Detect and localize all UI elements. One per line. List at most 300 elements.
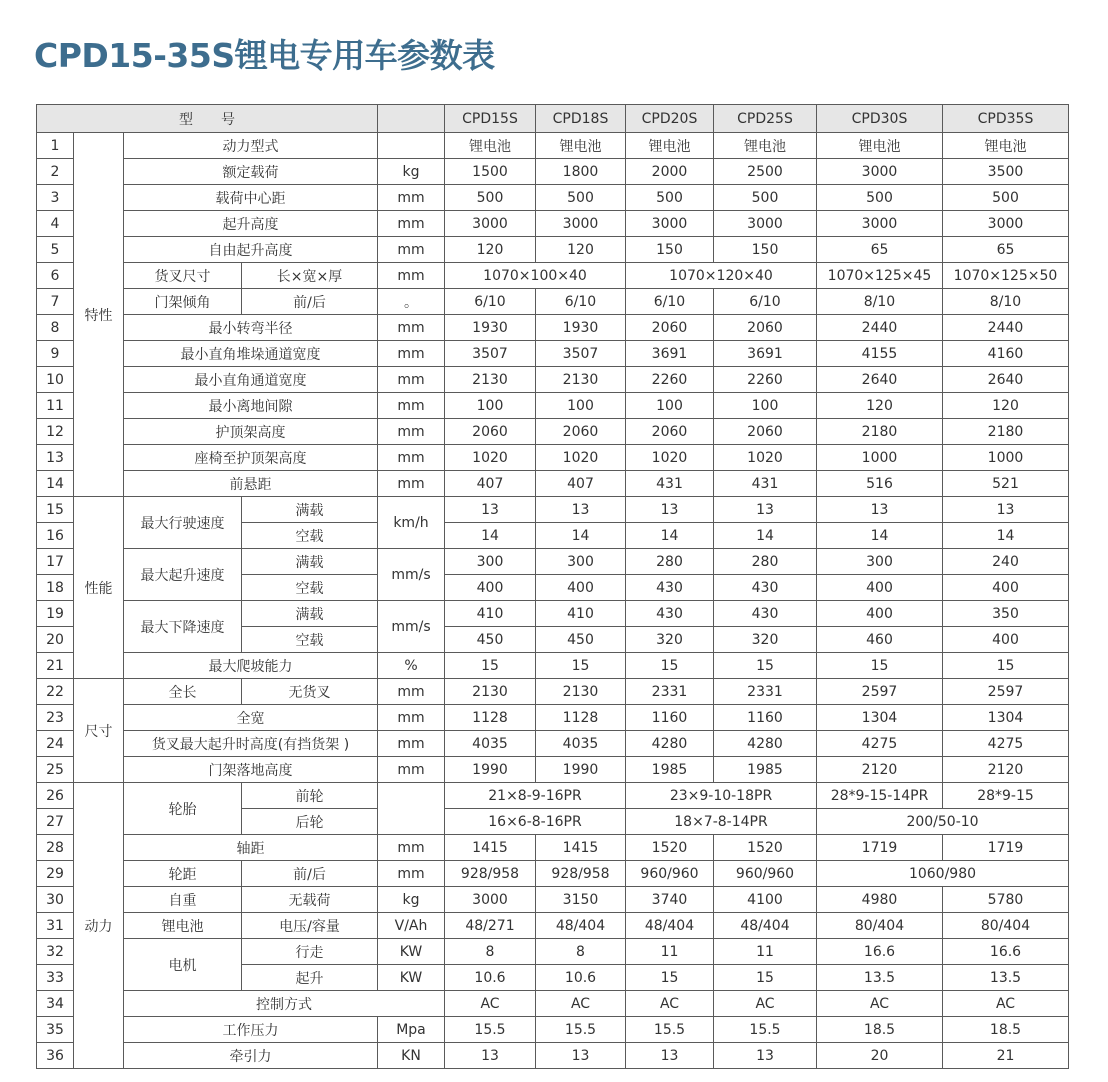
value-cell: 18.5 (943, 1017, 1069, 1043)
unit-cell: mm (378, 861, 445, 887)
table-row (37, 211, 1069, 237)
value-cell: 100 (714, 393, 817, 419)
value-cell: 928/958 (445, 861, 536, 887)
value-cell: 3150 (536, 887, 626, 913)
value-cell: 960/960 (714, 861, 817, 887)
value-cell: 13.5 (943, 965, 1069, 991)
unit-cell: mm (378, 445, 445, 471)
unit-cell: mm (378, 237, 445, 263)
value-cell: 48/271 (445, 913, 536, 939)
param-label: 门架落地高度 (124, 757, 378, 783)
param-label: 最小直角通道宽度 (124, 367, 378, 393)
unit-cell: km/h (378, 497, 445, 549)
row-number: 15 (37, 497, 74, 523)
value-cell: 13.5 (817, 965, 943, 991)
value-cell: 407 (445, 471, 536, 497)
param-sublabel: 后轮 (242, 809, 378, 835)
value-cell: 6/10 (536, 289, 626, 315)
value-cell: 3740 (626, 887, 714, 913)
value-cell: 100 (626, 393, 714, 419)
value-cell: 400 (943, 627, 1069, 653)
value-cell: 320 (714, 627, 817, 653)
model-header: CPD20S (626, 105, 714, 133)
value-cell: 1060/980 (817, 861, 1069, 887)
row-number: 14 (37, 471, 74, 497)
value-cell: AC (943, 991, 1069, 1017)
row-number: 29 (37, 861, 74, 887)
param-sublabel: 无货叉 (242, 679, 378, 705)
row-number: 36 (37, 1043, 74, 1069)
value-cell: 2120 (943, 757, 1069, 783)
value-cell: 4035 (445, 731, 536, 757)
row-number: 35 (37, 1017, 74, 1043)
value-cell: 280 (714, 549, 817, 575)
row-number: 31 (37, 913, 74, 939)
unit-cell: mm (378, 419, 445, 445)
group-label: 性能 (74, 497, 124, 679)
value-cell: 4275 (817, 731, 943, 757)
value-cell: 400 (445, 575, 536, 601)
value-cell: 15 (536, 653, 626, 679)
table-row (37, 887, 1069, 913)
value-cell: 11 (714, 939, 817, 965)
value-cell: 1160 (626, 705, 714, 731)
value-cell: 1415 (445, 835, 536, 861)
param-label: 最大起升速度 (124, 549, 242, 601)
value-cell: 4980 (817, 887, 943, 913)
table-row (37, 419, 1069, 445)
row-number: 2 (37, 159, 74, 185)
unit-cell: mm (378, 757, 445, 783)
param-label: 货叉最大起升时高度(有挡货架 ) (124, 731, 378, 757)
value-cell: 1000 (817, 445, 943, 471)
value-cell: 1304 (943, 705, 1069, 731)
table-row (37, 601, 1069, 627)
unit-cell: mm (378, 185, 445, 211)
table-row (37, 393, 1069, 419)
group-label: 动力 (74, 783, 124, 1069)
value-cell: 1000 (943, 445, 1069, 471)
table-row (37, 471, 1069, 497)
value-cell: 20 (817, 1043, 943, 1069)
value-cell: 3000 (817, 211, 943, 237)
row-number: 6 (37, 263, 74, 289)
value-cell: 15 (714, 653, 817, 679)
row-number: 28 (37, 835, 74, 861)
value-cell: 15.5 (536, 1017, 626, 1043)
value-cell: 120 (536, 237, 626, 263)
value-cell: 120 (817, 393, 943, 419)
value-cell: 15 (714, 965, 817, 991)
param-sublabel: 前/后 (242, 289, 378, 315)
value-cell: 13 (714, 497, 817, 523)
row-number: 19 (37, 601, 74, 627)
value-cell: 1070×100×40 (445, 263, 626, 289)
group-label: 尺寸 (74, 679, 124, 783)
group-label: 特性 (74, 133, 124, 497)
value-cell: 3691 (626, 341, 714, 367)
value-cell: 锂电池 (536, 133, 626, 159)
unit-cell: 。 (378, 289, 445, 315)
param-label: 全宽 (124, 705, 378, 731)
param-sublabel: 行走 (242, 939, 378, 965)
row-number: 12 (37, 419, 74, 445)
value-cell: 500 (536, 185, 626, 211)
value-cell: 431 (714, 471, 817, 497)
table-row (37, 185, 1069, 211)
param-sublabel: 长×宽×厚 (242, 263, 378, 289)
value-cell: 3000 (626, 211, 714, 237)
model-header: CPD25S (714, 105, 817, 133)
unit-cell: mm (378, 211, 445, 237)
value-cell: 15 (817, 653, 943, 679)
value-cell: 410 (536, 601, 626, 627)
param-label: 动力型式 (124, 133, 378, 159)
unit-cell: KW (378, 965, 445, 991)
param-label: 最大爬坡能力 (124, 653, 378, 679)
value-cell: AC (536, 991, 626, 1017)
value-cell: 1070×120×40 (626, 263, 817, 289)
value-cell: 65 (943, 237, 1069, 263)
value-cell: 2130 (445, 367, 536, 393)
param-label: 最小离地间隙 (124, 393, 378, 419)
value-cell: 450 (536, 627, 626, 653)
value-cell: 14 (817, 523, 943, 549)
value-cell: 120 (943, 393, 1069, 419)
unit-cell: mm (378, 471, 445, 497)
row-number: 10 (37, 367, 74, 393)
param-sublabel: 空载 (242, 627, 378, 653)
value-cell: 15 (445, 653, 536, 679)
value-cell: 14 (536, 523, 626, 549)
value-cell: 240 (943, 549, 1069, 575)
value-cell: 4155 (817, 341, 943, 367)
unit-cell: mm/s (378, 549, 445, 601)
table-row (37, 445, 1069, 471)
value-cell: 2060 (714, 419, 817, 445)
value-cell: 3000 (943, 211, 1069, 237)
unit-cell: mm (378, 731, 445, 757)
value-cell: 300 (445, 549, 536, 575)
row-number: 16 (37, 523, 74, 549)
value-cell: 430 (714, 575, 817, 601)
value-cell: 1070×125×50 (943, 263, 1069, 289)
param-label: 护顶架高度 (124, 419, 378, 445)
unit-header (378, 105, 445, 133)
value-cell: 2331 (714, 679, 817, 705)
value-cell: 1985 (714, 757, 817, 783)
unit-cell: mm (378, 679, 445, 705)
row-number: 1 (37, 133, 74, 159)
value-cell: 11 (626, 939, 714, 965)
param-label: 货叉尺寸 (124, 263, 242, 289)
value-cell: 1990 (445, 757, 536, 783)
model-header: CPD15S (445, 105, 536, 133)
value-cell: 2640 (817, 367, 943, 393)
value-cell: 80/404 (943, 913, 1069, 939)
table-row (37, 549, 1069, 575)
value-cell: 2060 (536, 419, 626, 445)
value-cell: 928/958 (536, 861, 626, 887)
value-cell: 2060 (626, 419, 714, 445)
value-cell: 23×9-10-18PR (626, 783, 817, 809)
value-cell: 5780 (943, 887, 1069, 913)
value-cell: 13 (714, 1043, 817, 1069)
value-cell: 21 (943, 1043, 1069, 1069)
value-cell: 13 (536, 497, 626, 523)
param-label: 前悬距 (124, 471, 378, 497)
value-cell: 450 (445, 627, 536, 653)
unit-cell: mm (378, 263, 445, 289)
unit-cell: mm (378, 835, 445, 861)
value-cell: 100 (445, 393, 536, 419)
table-row (37, 315, 1069, 341)
value-cell: 500 (714, 185, 817, 211)
table-row (37, 783, 1069, 809)
value-cell: 3000 (445, 211, 536, 237)
row-number: 25 (37, 757, 74, 783)
value-cell: 13 (626, 1043, 714, 1069)
value-cell: AC (817, 991, 943, 1017)
value-cell: 1990 (536, 757, 626, 783)
unit-cell: mm (378, 315, 445, 341)
unit-cell: kg (378, 887, 445, 913)
row-number: 5 (37, 237, 74, 263)
value-cell: 1930 (536, 315, 626, 341)
value-cell: 2597 (817, 679, 943, 705)
table-row (37, 237, 1069, 263)
table-row (37, 679, 1069, 705)
row-number: 18 (37, 575, 74, 601)
value-cell: 500 (943, 185, 1069, 211)
param-sublabel: 前/后 (242, 861, 378, 887)
table-row (37, 133, 1069, 159)
param-label: 门架倾角 (124, 289, 242, 315)
value-cell: 2260 (626, 367, 714, 393)
value-cell: 28*9-15-14PR (817, 783, 943, 809)
unit-cell: V/Ah (378, 913, 445, 939)
value-cell: 锂电池 (714, 133, 817, 159)
value-cell: 280 (626, 549, 714, 575)
param-label: 最小转弯半径 (124, 315, 378, 341)
value-cell: 1070×125×45 (817, 263, 943, 289)
row-number: 27 (37, 809, 74, 835)
param-label: 牵引力 (124, 1043, 378, 1069)
value-cell: 1020 (626, 445, 714, 471)
param-label: 最大行驶速度 (124, 497, 242, 549)
value-cell: 锂电池 (943, 133, 1069, 159)
value-cell: 1415 (536, 835, 626, 861)
model-header: CPD30S (817, 105, 943, 133)
value-cell: 1128 (445, 705, 536, 731)
param-sublabel: 空载 (242, 575, 378, 601)
value-cell: 400 (536, 575, 626, 601)
value-cell: 48/404 (714, 913, 817, 939)
value-cell: 14 (943, 523, 1069, 549)
param-sublabel: 满载 (242, 497, 378, 523)
value-cell: 2440 (817, 315, 943, 341)
value-cell: 10.6 (536, 965, 626, 991)
value-cell: 13 (817, 497, 943, 523)
table-row (37, 861, 1069, 887)
unit-cell: kg (378, 159, 445, 185)
value-cell: 1520 (714, 835, 817, 861)
value-cell: 16×6-8-16PR (445, 809, 626, 835)
value-cell: 516 (817, 471, 943, 497)
value-cell: 15 (626, 653, 714, 679)
table-row (37, 731, 1069, 757)
unit-cell (378, 133, 445, 159)
param-label: 自由起升高度 (124, 237, 378, 263)
value-cell: 锂电池 (626, 133, 714, 159)
unit-cell: KW (378, 939, 445, 965)
param-sublabel: 起升 (242, 965, 378, 991)
row-number: 13 (37, 445, 74, 471)
value-cell: 1500 (445, 159, 536, 185)
row-number: 9 (37, 341, 74, 367)
table-row (37, 1017, 1069, 1043)
table-row (37, 1043, 1069, 1069)
value-cell: 8 (445, 939, 536, 965)
value-cell: 8/10 (817, 289, 943, 315)
value-cell: 1985 (626, 757, 714, 783)
table-row (37, 367, 1069, 393)
value-cell: 2500 (714, 159, 817, 185)
table-row (37, 289, 1069, 315)
value-cell: 21×8-9-16PR (445, 783, 626, 809)
unit-cell: mm (378, 393, 445, 419)
param-label: 轴距 (124, 835, 378, 861)
value-cell: 18.5 (817, 1017, 943, 1043)
value-cell: 3500 (943, 159, 1069, 185)
value-cell: 4100 (714, 887, 817, 913)
value-cell: 2640 (943, 367, 1069, 393)
value-cell: 1020 (445, 445, 536, 471)
value-cell: 300 (536, 549, 626, 575)
row-number: 33 (37, 965, 74, 991)
value-cell: 6/10 (445, 289, 536, 315)
value-cell: 400 (943, 575, 1069, 601)
value-cell: 430 (714, 601, 817, 627)
value-cell: 6/10 (626, 289, 714, 315)
param-label: 最大下降速度 (124, 601, 242, 653)
value-cell: 48/404 (536, 913, 626, 939)
value-cell: 3507 (445, 341, 536, 367)
table-row (37, 939, 1069, 965)
value-cell: 400 (817, 575, 943, 601)
param-sublabel: 满载 (242, 601, 378, 627)
param-label: 轮胎 (124, 783, 242, 835)
param-label: 座椅至护顶架高度 (124, 445, 378, 471)
value-cell: 430 (626, 601, 714, 627)
value-cell: 3000 (445, 887, 536, 913)
value-cell: 16.6 (943, 939, 1069, 965)
param-label: 电机 (124, 939, 242, 991)
value-cell: 8 (536, 939, 626, 965)
value-cell: 960/960 (626, 861, 714, 887)
spec-table (36, 104, 1069, 1069)
value-cell: 120 (445, 237, 536, 263)
table-row (37, 705, 1069, 731)
value-cell: 10.6 (445, 965, 536, 991)
value-cell: 15 (626, 965, 714, 991)
value-cell: 1304 (817, 705, 943, 731)
value-cell: 100 (536, 393, 626, 419)
value-cell: 2331 (626, 679, 714, 705)
value-cell: 80/404 (817, 913, 943, 939)
param-label: 工作压力 (124, 1017, 378, 1043)
param-sublabel: 满载 (242, 549, 378, 575)
value-cell: 14 (714, 523, 817, 549)
param-label: 载荷中心距 (124, 185, 378, 211)
value-cell: 521 (943, 471, 1069, 497)
table-row (37, 835, 1069, 861)
value-cell: 4035 (536, 731, 626, 757)
model-label-header: 型 号 (37, 105, 378, 133)
param-label: 最小直角堆垛通道宽度 (124, 341, 378, 367)
table-row (37, 159, 1069, 185)
row-number: 23 (37, 705, 74, 731)
value-cell: 1160 (714, 705, 817, 731)
value-cell: 1020 (536, 445, 626, 471)
value-cell: 500 (445, 185, 536, 211)
value-cell: 150 (626, 237, 714, 263)
value-cell: 431 (626, 471, 714, 497)
row-number: 3 (37, 185, 74, 211)
param-label: 额定载荷 (124, 159, 378, 185)
model-header: CPD35S (943, 105, 1069, 133)
param-label: 轮距 (124, 861, 242, 887)
param-sublabel: 空载 (242, 523, 378, 549)
row-number: 32 (37, 939, 74, 965)
value-cell: 200/50-10 (817, 809, 1069, 835)
value-cell: AC (714, 991, 817, 1017)
value-cell: 3000 (714, 211, 817, 237)
value-cell: 14 (626, 523, 714, 549)
header-row (37, 105, 1069, 133)
value-cell: 28*9-15 (943, 783, 1069, 809)
table-row (37, 653, 1069, 679)
value-cell: 15 (943, 653, 1069, 679)
value-cell: 300 (817, 549, 943, 575)
row-number: 17 (37, 549, 74, 575)
value-cell: 1719 (817, 835, 943, 861)
row-number: 21 (37, 653, 74, 679)
value-cell: 2060 (714, 315, 817, 341)
value-cell: 1800 (536, 159, 626, 185)
value-cell: 500 (626, 185, 714, 211)
value-cell: 1128 (536, 705, 626, 731)
value-cell: AC (626, 991, 714, 1017)
value-cell: 4275 (943, 731, 1069, 757)
value-cell: 2440 (943, 315, 1069, 341)
table-row (37, 341, 1069, 367)
row-number: 34 (37, 991, 74, 1017)
value-cell: 430 (626, 575, 714, 601)
param-sublabel: 前轮 (242, 783, 378, 809)
value-cell: 460 (817, 627, 943, 653)
value-cell: 65 (817, 237, 943, 263)
value-cell: 2130 (536, 679, 626, 705)
param-label: 起升高度 (124, 211, 378, 237)
value-cell: 3000 (536, 211, 626, 237)
unit-cell: Mpa (378, 1017, 445, 1043)
value-cell: 13 (626, 497, 714, 523)
unit-cell (378, 783, 445, 835)
value-cell: 2180 (943, 419, 1069, 445)
value-cell: 350 (943, 601, 1069, 627)
value-cell: 16.6 (817, 939, 943, 965)
